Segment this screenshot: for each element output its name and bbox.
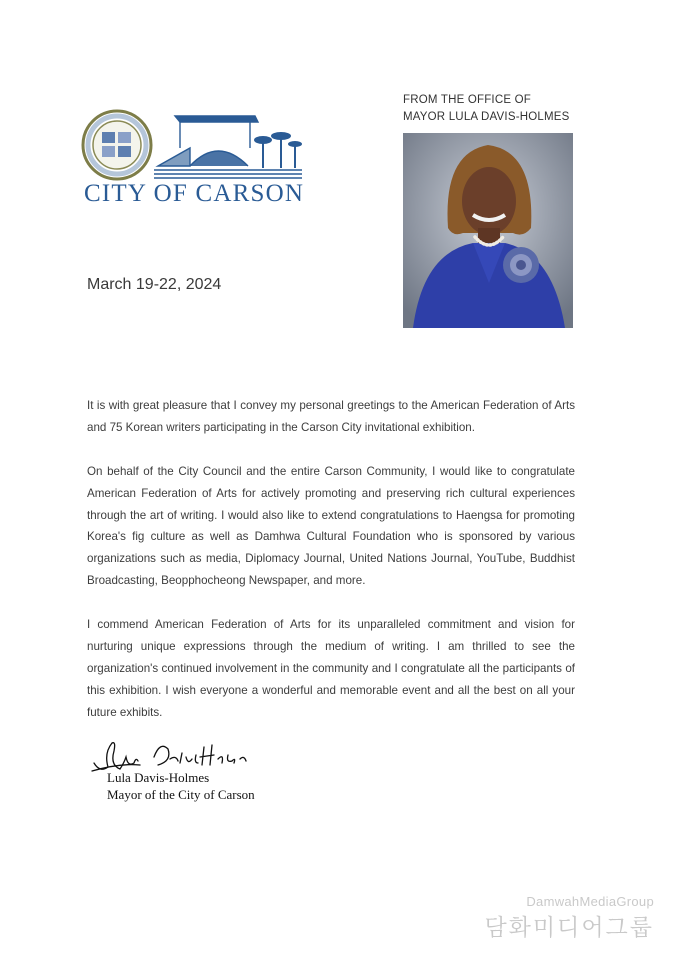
watermark-korean: 담화미디어그룹 [484, 914, 654, 940]
office-header [403, 92, 570, 126]
mayor-portrait [403, 133, 573, 328]
city-name-wordmark: CITY OF CARSON [84, 180, 305, 207]
city-seal-skyline-icon [80, 108, 305, 183]
watermark-english: DamwahMediaGroup [526, 894, 654, 909]
watermark [484, 894, 654, 942]
office-line-2: MAYOR LULA DAVIS-HOLMES [403, 111, 570, 123]
signatory-title: Mayor of the City of Carson [107, 787, 255, 802]
letter-date: March 19-22, 2024 [87, 276, 222, 293]
paragraph-1: It is with great pleasure that I convey my personal greetings to the American Federation of Arts and 75 Korean writers participating in the Carson City invitational exhibition. [87, 399, 575, 434]
paragraph-2: On behalf of the City Council and the entire Carson Community, I would like to congratulate American Federation of Arts for actively promoting and preserving rich cultural experiences through the art of writing. I would also like to extend congratulations to Haengsa for promoting Korea's fig culture as well as Damhwa Cultural Foundation who is sponsored by various organizations such as media, Diplomacy Journal, United Nations Journal, YouTube, Buddhist Broadcasting, Beopphocheong Newspaper, and more. [87, 464, 575, 588]
paragraph-3: I commend American Federation of Arts for its unparalleled commitment and vision for nurturing unique expressions through the medium of writing. I am thrilled to see the organization's continued involvement in the community and I congratulate all the participants of this exhibition. I wish everyone a wonderful and memorable event and all the best on all your future exhibits. [87, 618, 575, 719]
letter-body [87, 395, 575, 745]
signatory-name: Lula Davis-Holmes [107, 770, 210, 785]
office-line-1: FROM THE OFFICE OF [403, 94, 531, 106]
